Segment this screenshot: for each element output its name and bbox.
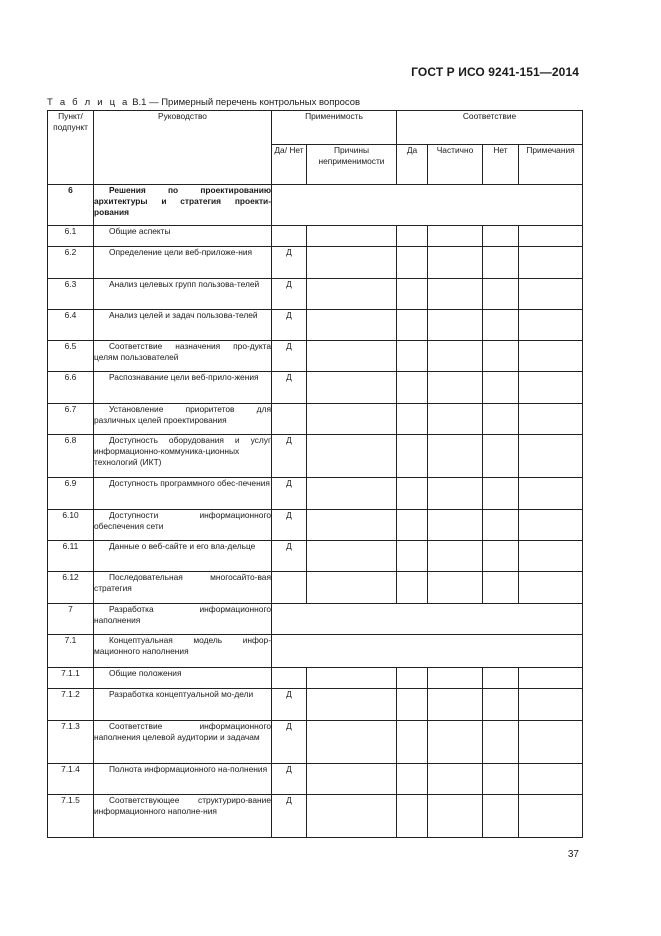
column-header-no: Нет — [483, 145, 519, 185]
compliance-partial-cell — [428, 310, 483, 341]
document-header: ГОСТ Р ИСО 9241-151—2014 — [411, 65, 579, 79]
row-number: 7.1.1 — [48, 668, 94, 689]
compliance-no-cell — [483, 247, 519, 279]
reasons-cell — [307, 541, 397, 572]
table-row — [48, 226, 583, 247]
compliance-yes-cell — [397, 310, 428, 341]
applicability-cell: Д — [272, 341, 307, 372]
compliance-yes-cell — [397, 795, 428, 838]
compliance-no-cell — [483, 764, 519, 795]
reasons-cell — [307, 478, 397, 510]
column-header-notes: Примечания — [519, 145, 583, 185]
row-guidance: Анализ целевых групп пользова-телей — [94, 279, 272, 310]
reasons-cell — [307, 279, 397, 310]
compliance-partial-cell — [428, 435, 483, 478]
table-caption-prefix: Т а б л и ц а — [47, 97, 130, 108]
row-number: 7 — [48, 604, 94, 635]
notes-cell — [519, 247, 583, 279]
table-row — [48, 604, 583, 635]
row-number: 6.2 — [48, 247, 94, 279]
compliance-partial-cell — [428, 721, 483, 764]
table-row — [48, 341, 583, 372]
row-number: 6.3 — [48, 279, 94, 310]
compliance-partial-cell — [428, 572, 483, 604]
row-number: 6.5 — [48, 341, 94, 372]
applicability-cell: Д — [272, 310, 307, 341]
table-row — [48, 721, 583, 764]
applicability-cell: Д — [272, 510, 307, 541]
reasons-cell — [307, 795, 397, 838]
reasons-cell — [307, 510, 397, 541]
row-number: 7.1.2 — [48, 689, 94, 721]
notes-cell — [519, 795, 583, 838]
table-row — [48, 510, 583, 541]
row-number: 7.1.5 — [48, 795, 94, 838]
row-guidance: Распознавание цели веб-прило-жения — [94, 372, 272, 404]
table-row — [48, 572, 583, 604]
column-header-guidance: Руководство — [94, 111, 272, 185]
row-guidance: Анализ целей и задач пользова-телей — [94, 310, 272, 341]
compliance-partial-cell — [428, 372, 483, 404]
compliance-yes-cell — [397, 226, 428, 247]
column-header-applicability: Применимость — [272, 111, 397, 145]
row-guidance: Доступность оборудования и услуг информационно-коммуника-ционных технологий (ИКТ) — [94, 435, 272, 478]
table-row — [48, 279, 583, 310]
compliance-no-cell — [483, 689, 519, 721]
table-row — [48, 435, 583, 478]
compliance-partial-cell — [428, 279, 483, 310]
row-number: 6 — [48, 185, 94, 226]
reasons-cell — [307, 341, 397, 372]
compliance-yes-cell — [397, 435, 428, 478]
notes-cell — [519, 668, 583, 689]
compliance-no-cell — [483, 510, 519, 541]
reasons-cell — [307, 572, 397, 604]
reasons-cell — [307, 310, 397, 341]
reasons-cell — [307, 226, 397, 247]
row-guidance: Решения по проектированию архитектуры и стратегия проекти-рования — [94, 185, 272, 226]
notes-cell — [519, 435, 583, 478]
row-guidance: Концептуальная модель инфор-мационного наполнения — [94, 635, 272, 668]
compliance-partial-cell — [428, 668, 483, 689]
applicability-cell — [272, 668, 307, 689]
row-number: 6.1 — [48, 226, 94, 247]
reasons-cell — [307, 372, 397, 404]
notes-cell — [519, 541, 583, 572]
table-row — [48, 310, 583, 341]
compliance-yes-cell — [397, 721, 428, 764]
applicability-cell — [272, 404, 307, 435]
compliance-yes-cell — [397, 404, 428, 435]
compliance-partial-cell — [428, 341, 483, 372]
reasons-cell — [307, 764, 397, 795]
row-guidance: Разработка концептуальной мо-дели — [94, 689, 272, 721]
table-row — [48, 247, 583, 279]
compliance-partial-cell — [428, 541, 483, 572]
row-guidance: Соответствие информационного наполнения целевой аудитории и задачам — [94, 721, 272, 764]
row-number: 7.1 — [48, 635, 94, 668]
row-guidance: Последовательная многосайто-вая стратегия — [94, 572, 272, 604]
compliance-partial-cell — [428, 795, 483, 838]
notes-cell — [519, 689, 583, 721]
notes-cell — [519, 764, 583, 795]
compliance-yes-cell — [397, 341, 428, 372]
row-guidance: Разработка информационного наполнения — [94, 604, 272, 635]
reasons-cell — [307, 668, 397, 689]
column-header-reasons: Причины неприменимости — [307, 145, 397, 185]
section-merged-cell — [272, 604, 583, 635]
row-number: 6.9 — [48, 478, 94, 510]
compliance-no-cell — [483, 668, 519, 689]
row-guidance: Данные о веб-сайте и его вла-дельце — [94, 541, 272, 572]
row-guidance: Установление приоритетов для различных целей проектирования — [94, 404, 272, 435]
table-row — [48, 541, 583, 572]
applicability-cell: Д — [272, 795, 307, 838]
compliance-no-cell — [483, 721, 519, 764]
section-merged-cell — [272, 185, 583, 226]
row-guidance: Соответствующее структуриро-вание информационного наполне-ния — [94, 795, 272, 838]
column-header-yes-no: Да/ Нет — [272, 145, 307, 185]
table-row — [48, 689, 583, 721]
column-header-yes: Да — [397, 145, 428, 185]
applicability-cell: Д — [272, 764, 307, 795]
row-number: 6.4 — [48, 310, 94, 341]
applicability-cell: Д — [272, 689, 307, 721]
table-row — [48, 795, 583, 838]
row-guidance: Доступность программного обес-печения — [94, 478, 272, 510]
compliance-partial-cell — [428, 404, 483, 435]
column-header-item: Пункт/ подпункт — [48, 111, 94, 185]
compliance-yes-cell — [397, 689, 428, 721]
reasons-cell — [307, 435, 397, 478]
row-number: 6.12 — [48, 572, 94, 604]
compliance-no-cell — [483, 795, 519, 838]
row-number: 6.8 — [48, 435, 94, 478]
row-number: 6.11 — [48, 541, 94, 572]
applicability-cell — [272, 572, 307, 604]
compliance-no-cell — [483, 279, 519, 310]
notes-cell — [519, 572, 583, 604]
applicability-cell — [272, 226, 307, 247]
table-row — [48, 668, 583, 689]
table-caption-title: В.1 — Примерный перечень контрольных вопросов — [132, 97, 361, 108]
compliance-no-cell — [483, 226, 519, 247]
row-number: 7.1.4 — [48, 764, 94, 795]
table-row — [48, 764, 583, 795]
compliance-no-cell — [483, 541, 519, 572]
compliance-no-cell — [483, 341, 519, 372]
notes-cell — [519, 372, 583, 404]
compliance-yes-cell — [397, 510, 428, 541]
applicability-cell: Д — [272, 541, 307, 572]
checklist-rows — [48, 185, 583, 838]
table-row — [48, 372, 583, 404]
compliance-partial-cell — [428, 689, 483, 721]
notes-cell — [519, 279, 583, 310]
table-caption — [47, 97, 360, 108]
compliance-yes-cell — [397, 279, 428, 310]
table-row — [48, 185, 583, 226]
section-merged-cell — [272, 635, 583, 668]
applicability-cell: Д — [272, 247, 307, 279]
compliance-no-cell — [483, 478, 519, 510]
compliance-yes-cell — [397, 764, 428, 795]
notes-cell — [519, 478, 583, 510]
compliance-no-cell — [483, 435, 519, 478]
table-row — [48, 404, 583, 435]
compliance-yes-cell — [397, 372, 428, 404]
checklist-table — [47, 110, 583, 838]
table-row — [48, 478, 583, 510]
applicability-cell: Д — [272, 435, 307, 478]
reasons-cell — [307, 689, 397, 721]
notes-cell — [519, 510, 583, 541]
row-number: 7.1.3 — [48, 721, 94, 764]
compliance-partial-cell — [428, 764, 483, 795]
applicability-cell: Д — [272, 721, 307, 764]
applicability-cell: Д — [272, 372, 307, 404]
column-header-compliance: Соответствие — [397, 111, 583, 145]
column-header-partial: Частично — [428, 145, 483, 185]
row-guidance: Полнота информационного на-полнения — [94, 764, 272, 795]
row-guidance: Общие положения — [94, 668, 272, 689]
compliance-partial-cell — [428, 247, 483, 279]
row-number: 6.7 — [48, 404, 94, 435]
row-guidance: Общие аспекты — [94, 226, 272, 247]
row-guidance: Доступности информационного обеспечения сети — [94, 510, 272, 541]
compliance-yes-cell — [397, 572, 428, 604]
applicability-cell: Д — [272, 279, 307, 310]
row-guidance: Соответствие назначения про-дукта целям пользователей — [94, 341, 272, 372]
reasons-cell — [307, 721, 397, 764]
notes-cell — [519, 721, 583, 764]
compliance-yes-cell — [397, 668, 428, 689]
reasons-cell — [307, 404, 397, 435]
notes-cell — [519, 226, 583, 247]
compliance-partial-cell — [428, 478, 483, 510]
notes-cell — [519, 310, 583, 341]
notes-cell — [519, 341, 583, 372]
row-guidance: Определение цели веб-приложе-ния — [94, 247, 272, 279]
row-number: 6.10 — [48, 510, 94, 541]
compliance-yes-cell — [397, 478, 428, 510]
table-row — [48, 635, 583, 668]
page-number: 37 — [567, 849, 579, 860]
compliance-no-cell — [483, 404, 519, 435]
compliance-partial-cell — [428, 510, 483, 541]
row-number: 6.6 — [48, 372, 94, 404]
compliance-yes-cell — [397, 247, 428, 279]
notes-cell — [519, 404, 583, 435]
compliance-no-cell — [483, 310, 519, 341]
compliance-partial-cell — [428, 226, 483, 247]
applicability-cell: Д — [272, 478, 307, 510]
reasons-cell — [307, 247, 397, 279]
compliance-no-cell — [483, 372, 519, 404]
compliance-yes-cell — [397, 541, 428, 572]
compliance-no-cell — [483, 572, 519, 604]
